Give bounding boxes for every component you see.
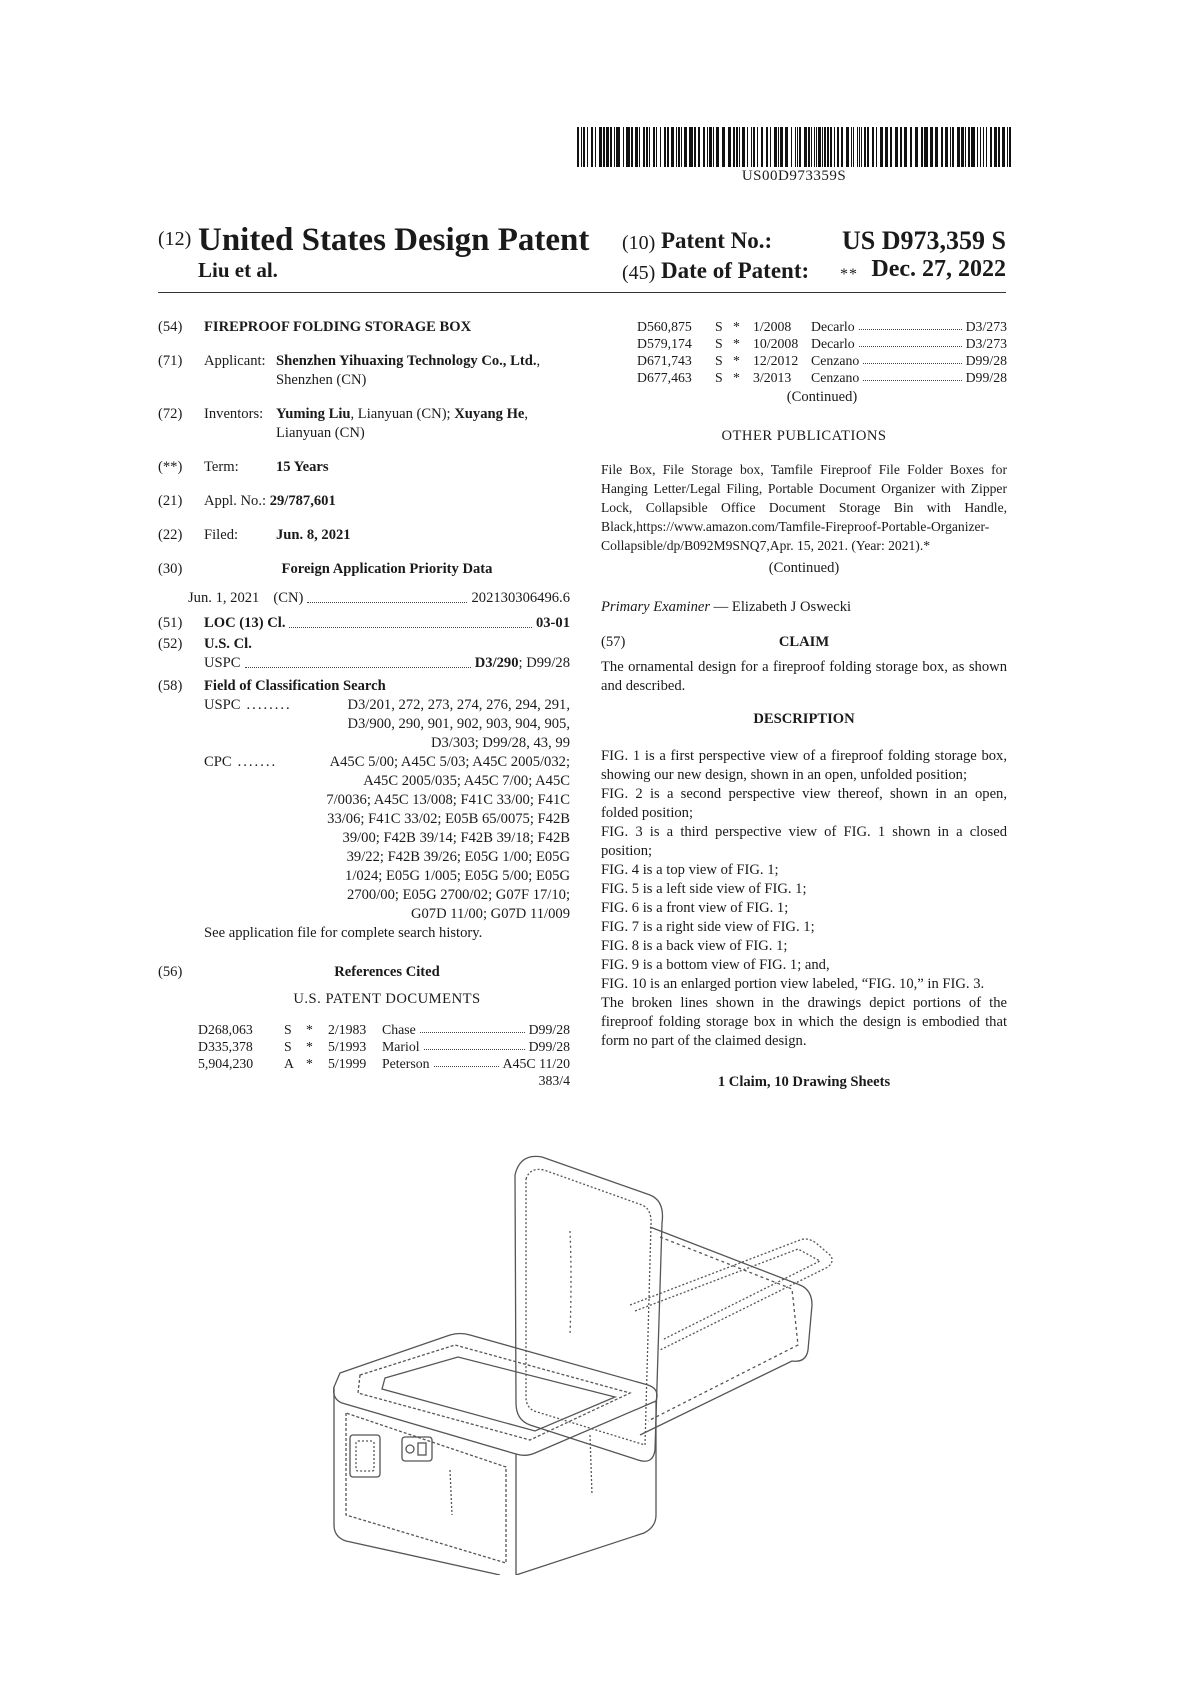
barcode-bar (818, 127, 821, 167)
barcode-bar (846, 127, 849, 167)
barcode-bar (678, 127, 680, 167)
barcode-bar (739, 127, 740, 167)
barcode-bar (653, 127, 655, 167)
barcode-bar (581, 127, 582, 167)
description (601, 747, 1007, 1051)
barcode-bar (915, 127, 918, 167)
barcode-bar (753, 127, 755, 167)
barcode-bar (816, 127, 817, 167)
field-54: (54) FIREPROOF FOLDING STORAGE BOX (158, 318, 570, 337)
inventor-1: Yuming Liu (276, 406, 351, 422)
barcode-bar (930, 127, 933, 167)
desc-line: FIG. 8 is a back view of FIG. 1; (601, 938, 788, 954)
barcode-bar (824, 127, 826, 167)
barcode-bar (990, 127, 992, 167)
desc-line: FIG. 9 is a bottom view of FIG. 1; and, (601, 957, 830, 973)
barcode-bar (977, 127, 978, 167)
barcode-bar (643, 127, 645, 167)
field-51: (51) LOC (13) Cl. 03-01 (158, 615, 570, 631)
claim-heading-row: (57) CLAIM (601, 634, 830, 650)
barcode-bar (885, 127, 888, 167)
references-table-right (637, 318, 1007, 386)
term-value: 15 Years (276, 459, 329, 475)
barcode-bar (646, 127, 648, 167)
barcode-bar (857, 127, 858, 167)
authors: Liu et al. (198, 258, 278, 282)
barcode-bar (983, 127, 984, 167)
barcode-bar (742, 127, 745, 167)
barcode-bar (1002, 127, 1005, 167)
barcode-bar (689, 127, 693, 167)
barcode-bar (853, 127, 854, 167)
barcode-bar (626, 127, 630, 167)
barcode-bar (747, 127, 748, 167)
barcode-bar (709, 127, 712, 167)
barcode-bar (791, 127, 792, 167)
barcode-bar (830, 127, 832, 167)
barcode-bar (671, 127, 674, 167)
barcode-bar (722, 127, 725, 167)
barcode-bar (1009, 127, 1011, 167)
document-type: United States Design Patent (198, 222, 590, 258)
barcode-bar (736, 127, 738, 167)
barcode-bar (986, 127, 987, 167)
loc-class: 03-01 (535, 615, 570, 631)
barcode-bar (921, 127, 923, 167)
table-row: 5,904,230 A * 5/1999 Peterson A45C 11/20 (198, 1056, 570, 1071)
barcode-bar (876, 127, 877, 167)
barcode-bar (713, 127, 714, 167)
barcode-number: US00D973359S (741, 168, 847, 184)
patent-number: US D973,359 S (842, 226, 1006, 255)
barcode-bar (583, 127, 585, 167)
field-58: (58) Field of Classification Search USPC ........ D3/201, 272, 273, 274, 276, 294, 291, D3/900, 290, 901, 902, 903, 904, 905, D3/303; D99/28, 43, 99 CPC ....... A45C 5/00; A45C 5/03; A45C 2005/032; A45C 2005/035; A45C 7/00; A45C 7/0036; A45C 13/008; F41C 33/00; F41C 33/06; F41C 33/02; E05B 65/0075; F42B 39/00; F42B 39/14; F42B 39/18; F42B 39/22; F42B 39/26; E05G 1/00; E05G 1/024; E05G 1/005; E05G 5/00; E05G 2700/00; E05G 2700/02; G07F 17/10; G07D 11/00; G07D 11/009 (158, 678, 570, 922)
field-21: (21) Appl. No.: 29/787,601 (158, 493, 336, 509)
barcode-bar (660, 127, 661, 167)
barcode-bar (591, 127, 593, 167)
barcode-bar (968, 127, 970, 167)
patent-number-label: Patent No.: (661, 228, 773, 253)
barcode-bar (998, 127, 1000, 167)
barcode-bar (935, 127, 938, 167)
barcode-bar (827, 127, 829, 167)
barcode-bar (864, 127, 866, 167)
barcode-bar (761, 127, 763, 167)
barcode-bar (811, 127, 812, 167)
barcode-bar (623, 127, 624, 167)
barcode-bar (778, 127, 779, 167)
description-heading: DESCRIPTION (753, 711, 855, 727)
barcode-bar (945, 127, 948, 167)
code-10: (10) (622, 232, 656, 254)
claim-text: The ornamental design for a fireproof folding storage box, as shown and described. (601, 659, 1007, 694)
barcode-bar (822, 127, 823, 167)
field-71: (71) Applicant: Shenzhen Yihuaxing Technology Co., Ltd., Shenzhen (CN) (158, 353, 541, 388)
filed-date: Jun. 8, 2021 (276, 527, 351, 543)
barcode-bar (631, 127, 633, 167)
barcode-bar (716, 127, 719, 167)
barcode-bar (770, 127, 771, 167)
barcode-bar (694, 127, 696, 167)
barcode-bar (872, 127, 874, 167)
barcode-bar (994, 127, 997, 167)
barcode-bar (808, 127, 810, 167)
table-row: D268,063 S * 2/1983 Chase D99/28 (198, 1022, 570, 1037)
barcode-bar (681, 127, 682, 167)
us-class: D3/290 (474, 655, 519, 671)
continued-pubs: (Continued) (768, 560, 840, 576)
table-row: D560,875 S * 1/2008 Decarlo D3/273 (637, 319, 1007, 334)
barcode-bar (684, 127, 687, 167)
barcode-bar (757, 127, 758, 167)
barcode-bar (766, 127, 768, 167)
barcode-bar (924, 127, 928, 167)
barcode-bar (785, 127, 788, 167)
desc-line: FIG. 1 is a first perspective view of a fireproof folding storage box, showing our new design, shown in an open, unfolded position; (601, 748, 1007, 783)
barcode-bar (804, 127, 807, 167)
applicant-name: Shenzhen Yihuaxing Technology Co., Ltd. (276, 353, 537, 369)
barcode-bar (957, 127, 960, 167)
barcode-bar (867, 127, 869, 167)
barcode-bar (639, 127, 640, 167)
other-publications-heading: OTHER PUBLICATIONS (721, 428, 887, 444)
barcode-bar (841, 127, 843, 167)
barcode-bar (577, 127, 579, 167)
barcode-bar (606, 127, 609, 167)
claims-summary: 1 Claim, 10 Drawing Sheets (717, 1074, 891, 1090)
barcode-bar (834, 127, 835, 167)
desc-line: FIG. 10 is an enlarged portion view labeled, “FIG. 10,” in FIG. 3. (601, 976, 985, 992)
barcode-bar (635, 127, 638, 167)
barcode-bar (751, 127, 752, 167)
barcode-bar (880, 127, 883, 167)
table-row: D671,743 S * 12/2012 Cenzano D99/28 (637, 353, 1007, 368)
barcode-bar (797, 127, 798, 167)
barcode-bar (656, 127, 657, 167)
desc-line: FIG. 7 is a right side view of FIG. 1; (601, 919, 815, 935)
barcode-bar (795, 127, 796, 167)
priority-row: Jun. 1, 2021 (CN) 202130306496.6 (188, 590, 570, 606)
barcode-bar (890, 127, 892, 167)
barcode-bar (707, 127, 708, 167)
barcode-bar (603, 127, 605, 167)
inventor-2: Xuyang He (454, 406, 525, 422)
term-star: ** (840, 266, 858, 283)
barcode-bar (980, 127, 981, 167)
barcode-bar (900, 127, 902, 167)
right-column (601, 318, 1007, 1092)
desc-line: FIG. 2 is a second perspective view thereof, shown in an open, folded position; (601, 786, 1007, 821)
desc-line: FIG. 4 is a top view of FIG. 1; (601, 862, 779, 878)
barcode-bar (649, 127, 650, 167)
barcode-bar (837, 127, 839, 167)
field-52: (52) U.S. Cl. USPC D3/290 ; D99/28 (158, 636, 570, 671)
barcode-bar (971, 127, 975, 167)
table-row: D677,463 S * 3/2013 Cenzano D99/28 (637, 370, 1007, 385)
barcode-bar (664, 127, 666, 167)
left-column (158, 318, 570, 1089)
barcode-bar (676, 127, 677, 167)
barcode-bar (733, 127, 735, 167)
field-22: (22) Filed: Jun. 8, 2021 (158, 527, 351, 543)
barcode-bar (614, 127, 615, 167)
barcode-bar (895, 127, 898, 167)
desc-line: The broken lines shown in the drawings depict portions of the fireproof folding storage box in which the design is embodied that form no part of the claimed design. (601, 995, 1007, 1049)
barcode-bar (851, 127, 852, 167)
barcode-bar (861, 127, 862, 167)
code-12: (12) (158, 228, 192, 250)
barcode-bar (904, 127, 907, 167)
desc-line: FIG. 3 is a third perspective view of FIG. 1 shown in a closed position; (601, 824, 1007, 859)
barcode (577, 127, 1011, 167)
barcode-bar (910, 127, 912, 167)
barcode-bar (599, 127, 602, 167)
table-row: D335,378 S * 5/1993 Mariol D99/28 (198, 1039, 570, 1054)
field-term: (**) Term: 15 Years (158, 459, 329, 475)
date-of-patent: Dec. 27, 2022 (871, 256, 1006, 282)
barcode-bar (1007, 127, 1008, 167)
barcode-bar (950, 127, 951, 167)
application-number: 29/787,601 (269, 493, 336, 509)
barcode-bar (952, 127, 954, 167)
field-30: (30) Foreign Application Priority Data (158, 561, 493, 577)
desc-line: FIG. 6 is a front view of FIG. 1; (601, 900, 789, 916)
barcode-bar (667, 127, 669, 167)
barcode-bar (859, 127, 860, 167)
primary-examiner: Primary Examiner — Elizabeth J Oswecki (601, 599, 852, 615)
barcode-bar (698, 127, 700, 167)
desc-line: FIG. 5 is a left side view of FIG. 1; (601, 881, 807, 897)
field-72: (72) Inventors: Yuming Liu, Lianyuan (CN); Xuyang He, Lianyuan (CN) (158, 406, 529, 441)
barcode-bar (774, 127, 777, 167)
barcode-bar (965, 127, 966, 167)
invention-title: FIREPROOF FOLDING STORAGE BOX (204, 319, 472, 335)
barcode-bar (587, 127, 588, 167)
table-row: D579,174 S * 10/2008 Decarlo D3/273 (637, 336, 1007, 351)
barcode-bar (780, 127, 783, 167)
header-rule (158, 292, 1006, 293)
barcode-bar (616, 127, 620, 167)
storage-box-drawing-icon (330, 1135, 1020, 1575)
barcode-bar (728, 127, 731, 167)
barcode-bar (610, 127, 612, 167)
barcode-bar (799, 127, 801, 167)
barcode-bar (703, 127, 705, 167)
date-of-patent-label: Date of Patent: (661, 258, 810, 283)
other-publications-text: File Box, File Storage box, Tamfile Fireproof File Folder Boxes for Hanging Letter/Legal Filing, Portable Document Organizer with Zipper Lock, Collapsible Office Document Storage Bin with Handle, Black,https://www.amazon.com/Tamfile-Fireproof-Portable-Organizer-Collapsible/dp/B092M9SNQ7,Apr. 15, 2021. (Year: 2021).* (601, 462, 1007, 553)
field-56: (56) References Cited (158, 964, 440, 980)
barcode-bar (961, 127, 964, 167)
us-patent-documents-heading: U.S. PATENT DOCUMENTS (293, 991, 481, 1007)
continued-refs: (Continued) (786, 389, 858, 405)
code-45: (45) (622, 262, 656, 284)
barcode-bar (941, 127, 943, 167)
barcode-bar (595, 127, 596, 167)
barcode-bar (814, 127, 815, 167)
references-table-left: D268,063 S * 2/1983 Chase D99/28 D335,378 S * 5/1993 Mariol D99/28 5,904,230 A * 5/1999 Peterson A45C 11/20 383/4 (198, 1022, 570, 1088)
search-history-note: See application file for complete search history. (204, 925, 483, 941)
